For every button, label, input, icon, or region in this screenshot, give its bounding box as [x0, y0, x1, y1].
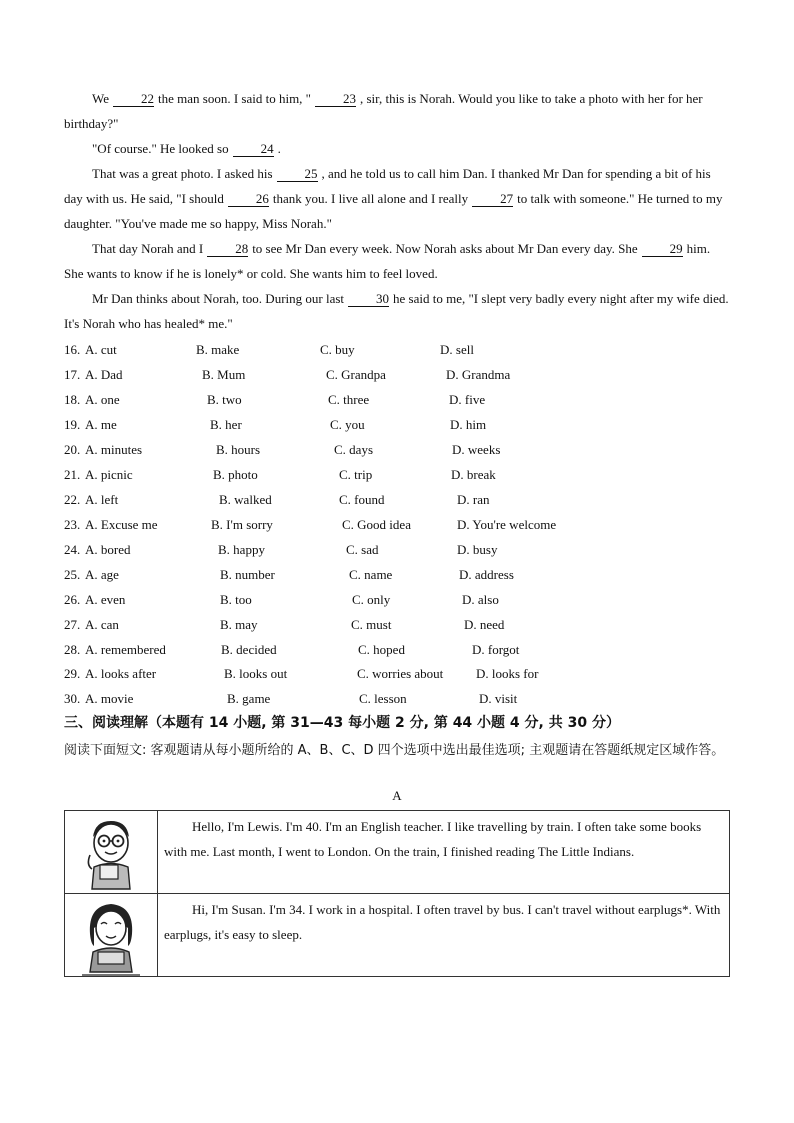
option-b: B. happy [218, 542, 265, 557]
story-text: "Of course." He looked so [92, 141, 229, 156]
profiles-table [64, 810, 730, 977]
option-b: B. number [220, 567, 275, 582]
question-number: 21. [64, 467, 81, 482]
question-row [64, 462, 732, 487]
story-text: Mr Dan thinks about Norah, too. During our last [92, 291, 345, 306]
option-d: D. looks for [476, 666, 539, 681]
option-a: A. remembered [85, 642, 166, 657]
option-b: B. her [210, 417, 242, 432]
question-number: 25. [64, 567, 81, 582]
question-row [64, 362, 732, 387]
option-c: C. must [351, 617, 392, 632]
question-row [64, 537, 732, 562]
profile-text: Hi, I'm Susan. I'm 34. I work in a hospital. I often travel by bus. I can't travel without earplugs*. With earplugs, it's easy to sleep. [164, 902, 721, 942]
option-c: C. days [334, 442, 373, 457]
option-a: A. one [85, 392, 120, 407]
option-c: C. hoped [358, 642, 405, 657]
question-number: 16. [64, 342, 81, 357]
option-a: A. movie [85, 691, 134, 706]
question-number: 17. [64, 367, 81, 382]
option-c: C. Good idea [342, 517, 411, 532]
story-text: . [277, 141, 281, 156]
question-number: 29. [64, 666, 81, 681]
answer-blank: 24 [233, 142, 274, 157]
option-a: A. Excuse me [85, 517, 158, 532]
option-c: C. only [352, 592, 391, 607]
answer-blank: 30 [348, 292, 389, 307]
option-d: D. Grandma [446, 367, 511, 382]
table-row [65, 894, 730, 977]
story-text: We [92, 91, 109, 106]
option-a: A. cut [85, 342, 117, 357]
option-c: C. three [328, 392, 370, 407]
story-paragraph [64, 236, 732, 286]
option-c: C. you [330, 417, 365, 432]
story-text: , and he told us to call him Dan. I thanked Mr Dan for spending a bit of his day with us. He said, "I should [64, 166, 711, 206]
option-a: A. minutes [85, 442, 143, 457]
question-number: 26. [64, 592, 81, 607]
option-a: A. age [85, 567, 119, 582]
profile-text-cell [158, 811, 730, 894]
story-paragraph [64, 161, 732, 236]
story-text: to see Mr Dan every week. Now Norah asks about Mr Dan every day. She [252, 241, 638, 256]
option-a: A. me [85, 417, 117, 432]
portrait-cell [65, 811, 158, 894]
question-row [64, 387, 732, 412]
story-passage [64, 86, 732, 336]
answer-blank: 25 [277, 167, 318, 182]
question-number: 23. [64, 517, 81, 532]
option-d: D. weeks [452, 442, 501, 457]
option-b: B. hours [216, 442, 261, 457]
answer-blank: 29 [642, 242, 683, 257]
option-b: B. game [227, 691, 271, 706]
question-row [64, 487, 732, 512]
option-d: D. need [464, 617, 505, 632]
option-d: D. ran [457, 492, 490, 507]
question-number: 22. [64, 492, 81, 507]
answer-blank: 23 [315, 92, 356, 107]
story-text: That day Norah and I [92, 241, 204, 256]
option-c: C. lesson [359, 691, 407, 706]
story-paragraph [64, 136, 732, 161]
option-b: B. walked [219, 492, 272, 507]
profile-text: Hello, I'm Lewis. I'm 40. I'm an English teacher. I like travelling by train. I often take some books with me. Last month, I went to London. On the train, I finished reading The Little Indians. [164, 819, 702, 859]
option-b: B. photo [213, 467, 258, 482]
story-text: him. She wants to know if he is lonely* or cold. She wants him to feel loved. [64, 241, 711, 281]
story-paragraph [64, 86, 732, 136]
option-c: C. trip [339, 467, 373, 482]
option-a: A. bored [85, 542, 131, 557]
section-instruction: 阅读下面短文: 客观题请从每小题所给的 A、B、C、D 四个选项中选出最佳选项; 主观题请在答题纸规定区域作答。 [64, 743, 725, 758]
option-b: B. two [207, 392, 242, 407]
option-d: D. You're welcome [457, 517, 557, 532]
option-d: D. address [459, 567, 514, 582]
option-a: A. can [85, 617, 119, 632]
answer-blank: 27 [472, 192, 513, 207]
question-row [64, 612, 732, 637]
option-d: D. also [462, 592, 499, 607]
option-c: C. buy [320, 342, 355, 357]
question-number: 30. [64, 691, 81, 706]
option-d: D. sell [440, 342, 474, 357]
question-row [64, 686, 732, 711]
option-c: C. Grandpa [326, 367, 386, 382]
question-row [64, 562, 732, 587]
woman-portrait-icon [76, 898, 146, 976]
answer-blank: 28 [207, 242, 248, 257]
option-a: A. looks after [85, 666, 157, 681]
story-text: thank you. I live all alone and I really [272, 191, 469, 206]
story-text: he said to me, "I slept very badly every night after my wife died. It's Norah who has healed* me." [64, 291, 729, 331]
option-b: B. Mum [202, 367, 246, 382]
story-text: the man soon. I said to him, " [158, 91, 311, 106]
question-row [64, 637, 732, 662]
question-number: 24. [64, 542, 81, 557]
option-a: A. even [85, 592, 126, 607]
question-number: 18. [64, 392, 81, 407]
story-text: , sir, this is Norah. Would you like to take a photo with her for her birthday?" [64, 91, 703, 131]
option-c: C. name [349, 567, 393, 582]
option-d: D. busy [457, 542, 498, 557]
option-a: A. picnic [85, 467, 133, 482]
story-text: to talk with someone." He turned to my daughter. "You've made me so happy, Miss Norah." [64, 191, 723, 231]
option-b: B. looks out [224, 666, 288, 681]
man-with-glasses-portrait-icon [76, 815, 146, 891]
question-row [64, 337, 732, 362]
question-number: 19. [64, 417, 81, 432]
question-row [64, 437, 732, 462]
option-d: D. him [450, 417, 487, 432]
section-title: 三、阅读理解（本题有 14 小题, 第 31—43 每小题 2 分, 第 44 小题 4 分, 共 30 分） [64, 715, 620, 731]
option-c: C. worries about [357, 666, 444, 681]
question-row [64, 512, 732, 537]
option-d: D. five [449, 392, 486, 407]
option-a: A. left [85, 492, 119, 507]
question-row [64, 587, 732, 612]
answer-blank: 26 [228, 192, 269, 207]
answer-blank: 22 [113, 92, 154, 107]
profile-text-cell [158, 894, 730, 977]
option-d: D. forgot [472, 642, 520, 657]
option-c: C. sad [346, 542, 379, 557]
question-number: 28. [64, 642, 81, 657]
question-number: 27. [64, 617, 81, 632]
story-paragraph [64, 286, 732, 336]
story-text: That was a great photo. I asked his [92, 166, 273, 181]
question-row [64, 412, 732, 437]
passage-label: A [392, 788, 402, 803]
option-c: C. found [339, 492, 385, 507]
option-d: D. visit [479, 691, 518, 706]
question-row [64, 661, 732, 686]
option-b: B. decided [221, 642, 277, 657]
option-b: B. I'm sorry [211, 517, 273, 532]
table-row [65, 811, 730, 894]
question-number: 20. [64, 442, 81, 457]
option-b: B. too [220, 592, 252, 607]
option-d: D. break [451, 467, 496, 482]
portrait-cell [65, 894, 158, 977]
option-b: B. may [220, 617, 258, 632]
option-a: A. Dad [85, 367, 123, 382]
option-b: B. make [196, 342, 240, 357]
